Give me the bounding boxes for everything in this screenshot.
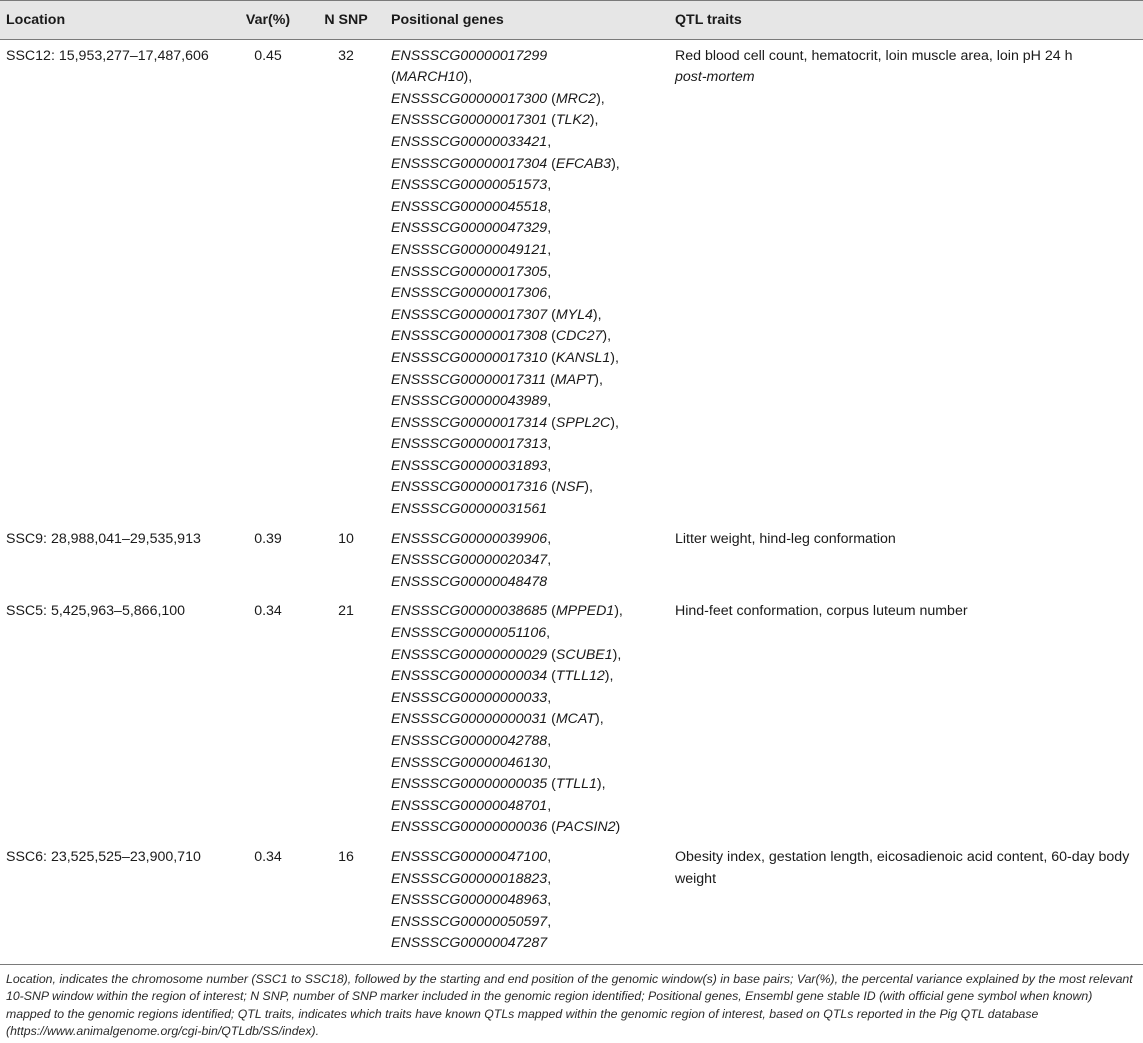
qtl-italic-text: post-mortem — [675, 69, 755, 86]
gene-symbol: KANSL1 — [555, 349, 611, 366]
gene-entry: ENSSSCG00000038685 (MPPED1), — [391, 603, 623, 620]
gene-symbol: MRC2 — [555, 90, 597, 107]
cell-qtl-traits — [669, 39, 1143, 523]
gene-id: ENSSSCG00000047287 — [391, 935, 548, 952]
cell-location: SSC6: 23,525,525–23,900,710 — [0, 841, 229, 964]
gene-symbol: EFCAB3 — [555, 155, 612, 172]
gene-entry — [391, 283, 669, 305]
gene-suffix: , — [547, 754, 552, 771]
cell-positional-genes — [385, 39, 669, 523]
gene-symbol: TTLL1 — [555, 776, 597, 793]
gene-entry — [391, 67, 669, 89]
gene-id: ENSSSCG00000020347 — [391, 552, 548, 569]
gene-id: ENSSSCG00000017304 — [391, 155, 548, 172]
cell-positional-genes — [385, 841, 669, 964]
gene-id: ENSSSCG00000000033 — [391, 689, 548, 706]
gene-id: ENSSSCG00000017305 — [391, 263, 548, 280]
table-footnote: Location, indicates the chromosome number (SSC1 to SSC18), followed by the starting and end position of the genomic window(s) in base pairs; Var(%), the percental variance explained by the most relevant 10-SNP window within the region of interest; N SNP, number of SNP marker included in the genomic region identified; Positional genes, Ensembl gene stable ID (with official gene symbol when known) mapped to the genomic regions identified; QTL traits, indicates which traits have known QTLs mapped within the genomic region of interest, based on QTLs reported in the Pig QTL database (https://www.animalgenome.org/cgi-bin/QTLdb/SS/index). — [6, 971, 1133, 1039]
gene-suffix: ), — [596, 90, 605, 107]
gene-id: ENSSSCG00000017313 — [391, 436, 548, 453]
gene-entry — [391, 240, 669, 262]
gene-entry — [391, 262, 669, 284]
cell-location: SSC9: 28,988,041–29,535,913 — [6, 530, 201, 547]
gene-id: ENSSSCG00000031561 — [391, 501, 548, 518]
cell-var: 0.34 — [254, 603, 282, 620]
gene-entry — [391, 623, 669, 645]
gene-entry: ENSSSCG00000000031 (MCAT), — [391, 711, 604, 728]
gene-suffix: , — [547, 552, 552, 569]
gene-symbol: MYL4 — [555, 306, 593, 323]
gene-suffix: , — [547, 892, 552, 909]
qtl-text: Hind-feet conformation, corpus luteum number — [675, 603, 968, 620]
gene-suffix: , — [547, 393, 552, 410]
cell-qtl-traits — [669, 523, 1143, 596]
gene-entry — [391, 731, 669, 753]
gene-prefix: ( — [391, 69, 396, 86]
table-row — [0, 841, 1143, 964]
gene-entry — [391, 529, 669, 551]
cell-location: SSC12: 15,953,277–17,487,606 — [6, 47, 209, 64]
gene-suffix: ), — [602, 328, 612, 345]
gene-suffix: , — [547, 457, 552, 474]
gene-symbol: NSF — [555, 479, 585, 496]
gene-suffix: ), — [592, 306, 602, 323]
gene-suffix: ), — [596, 776, 606, 793]
gene-id: ENSSSCG00000047100 — [391, 848, 548, 865]
qtl-text: Red blood cell count, hematocrit, loin muscle area, loin pH 24 h — [675, 47, 1073, 64]
gene-suffix: ), — [610, 414, 619, 431]
gene-symbol: SPPL2C — [555, 414, 611, 431]
gene-id: ENSSSCG00000000034 — [391, 668, 548, 685]
gene-entry: ENSSSCG00000017301 (TLK2), — [391, 112, 599, 129]
gene-suffix: , — [547, 241, 552, 258]
gene-suffix: ), — [594, 371, 603, 388]
cell-nsnp: 21 — [338, 603, 354, 620]
gene-symbol: MCAT — [555, 711, 595, 728]
gene-entry: ENSSSCG00000000034 (TTLL12), — [391, 668, 614, 685]
gene-id: ENSSSCG00000033421 — [391, 133, 548, 150]
cell-nsnp: 32 — [338, 47, 354, 64]
cell-nsnp: 16 — [307, 841, 385, 964]
gene-entry: ENSSSCG00000000035 (TTLL1), — [391, 776, 606, 793]
gene-suffix: , — [547, 436, 552, 453]
gene-suffix: ), — [614, 603, 623, 620]
gene-suffix: , — [547, 133, 552, 150]
gene-id: ENSSSCG00000051573 — [391, 177, 548, 194]
gene-id: ENSSSCG00000000036 — [391, 819, 548, 836]
cell-nsnp: 10 — [338, 530, 354, 547]
gene-id: ENSSSCG00000018823 — [391, 870, 548, 887]
gene-entry — [391, 688, 669, 710]
gene-symbol: PACSIN2 — [555, 819, 616, 836]
gene-id: ENSSSCG00000042788 — [391, 733, 548, 749]
gene-suffix: ), — [584, 479, 593, 496]
gene-id: ENSSSCG00000017310 — [391, 349, 548, 366]
gene-id: ENSSSCG00000048963 — [391, 892, 548, 909]
cell-qtl-traits — [669, 595, 1143, 841]
gene-entry — [391, 847, 669, 869]
gene-suffix: ) — [615, 819, 621, 836]
gene-suffix: , — [547, 689, 552, 706]
cell-positional-genes — [385, 595, 669, 841]
gene-entry: ENSSSCG00000000036 (PACSIN2) — [391, 819, 621, 836]
gene-entry — [391, 753, 669, 775]
gene-suffix: ), — [611, 155, 620, 172]
gene-entry: ENSSSCG00000017307 (MYL4), — [391, 306, 602, 323]
gene-entry — [391, 197, 669, 219]
cell-location: SSC5: 5,425,963–5,866,100 — [6, 603, 186, 620]
gene-id: ENSSSCG00000043989 — [391, 393, 548, 410]
gene-id: ENSSSCG00000017314 — [391, 414, 548, 431]
gene-id: ENSSSCG00000017307 — [391, 306, 548, 323]
gene-suffix: , — [547, 198, 552, 215]
gene-entry — [391, 890, 669, 912]
header-qtl-traits: QTL traits — [669, 1, 1143, 40]
gene-entry — [391, 456, 669, 478]
gene-id: ENSSSCG00000017300 — [391, 90, 548, 107]
gene-id: ENSSSCG00000031893 — [391, 457, 548, 474]
gene-symbol: MPPED1 — [555, 603, 615, 620]
gene-suffix: , — [547, 913, 552, 930]
header-positional-genes: Positional genes — [385, 1, 669, 40]
gene-symbol: MARCH10 — [395, 69, 464, 86]
gene-suffix: , — [547, 220, 552, 237]
gene-suffix: , — [547, 733, 552, 749]
gene-entry — [391, 391, 669, 413]
header-var: Var(%) — [229, 1, 307, 40]
gene-entry — [391, 912, 669, 934]
gene-suffix: , — [547, 177, 552, 194]
gene-entry — [391, 869, 669, 891]
gene-suffix: , — [547, 263, 552, 280]
gene-suffix: ), — [612, 646, 622, 663]
gene-entry — [391, 434, 669, 456]
gene-id: ENSSSCG00000017301 — [391, 112, 548, 129]
gene-suffix: , — [546, 625, 551, 642]
gene-suffix: ), — [463, 69, 473, 86]
qtl-text: Obesity index, gestation length, eicosadienoic acid content, 60-day body weight — [675, 848, 1130, 887]
gene-id: ENSSSCG00000046130 — [391, 754, 548, 771]
cell-var: 0.34 — [229, 841, 307, 964]
gene-symbol: MAPT — [554, 371, 595, 388]
gene-id: ENSSSCG00000017316 — [391, 479, 548, 496]
gene-entry: ENSSSCG00000017300 (MRC2), — [391, 90, 605, 107]
gene-entry — [391, 550, 669, 572]
gene-entry — [391, 572, 669, 594]
gene-id: ENSSSCG00000039906 — [391, 530, 548, 547]
gene-id: ENSSSCG00000017311 — [391, 371, 547, 388]
gene-id: ENSSSCG00000000029 — [391, 646, 548, 663]
table-row — [0, 39, 1143, 523]
gene-suffix: ), — [604, 668, 614, 685]
gene-entry: ENSSSCG00000017304 (EFCAB3), — [391, 155, 620, 172]
gene-id: ENSSSCG00000038685 — [391, 603, 548, 620]
gene-entry: ENSSSCG00000017316 (NSF), — [391, 479, 593, 496]
gene-id: ENSSSCG00000000031 — [391, 711, 548, 728]
gene-suffix: , — [547, 797, 552, 814]
gene-id: ENSSSCG00000048701 — [391, 797, 548, 814]
gene-symbol: TLK2 — [555, 112, 590, 129]
gene-entry — [391, 132, 669, 154]
gene-entry: ENSSSCG00000017314 (SPPL2C), — [391, 414, 619, 431]
gene-symbol: TTLL12 — [555, 668, 605, 685]
qtl-text: Litter weight, hind-leg conformation — [675, 530, 896, 547]
gene-entry — [391, 796, 669, 818]
gene-symbol: SCUBE1 — [555, 646, 613, 663]
gene-suffix: , — [547, 848, 552, 865]
gene-id: ENSSSCG00000017306 — [391, 285, 548, 302]
gene-entry: ENSSSCG00000017311 (MAPT), — [391, 371, 603, 388]
cell-var: 0.39 — [254, 530, 282, 547]
gene-id: ENSSSCG00000047329 — [391, 220, 548, 237]
gene-id: ENSSSCG00000045518 — [391, 198, 548, 215]
table-row — [0, 595, 1143, 841]
gene-id: ENSSSCG00000000035 — [391, 776, 548, 793]
gene-suffix: ), — [595, 711, 604, 728]
gene-suffix: , — [547, 285, 552, 302]
gene-entry — [391, 933, 669, 955]
gene-suffix: ), — [610, 349, 619, 366]
gene-suffix: , — [547, 870, 552, 887]
gene-id: ENSSSCG00000050597 — [391, 913, 548, 930]
gene-id: ENSSSCG00000049121 — [391, 241, 548, 258]
gene-entry: ENSSSCG00000017308 (CDC27), — [391, 328, 612, 345]
cell-var: 0.45 — [254, 47, 282, 64]
gene-id: ENSSSCG00000017299 — [391, 47, 548, 64]
gene-entry — [391, 218, 669, 240]
gene-suffix: ), — [589, 112, 599, 129]
gene-id: ENSSSCG00000017308 — [391, 328, 548, 345]
cell-positional-genes — [385, 523, 669, 596]
gene-entry: ENSSSCG00000017310 (KANSL1), — [391, 349, 619, 366]
gene-entry — [391, 46, 669, 68]
gene-entry — [391, 499, 669, 521]
gene-id: ENSSSCG00000048478 — [391, 573, 548, 590]
cell-qtl-traits — [669, 841, 1143, 964]
gene-suffix: , — [547, 530, 552, 547]
gene-symbol: CDC27 — [555, 328, 603, 345]
header-location: Location — [0, 1, 229, 40]
gene-id: ENSSSCG00000051106 — [391, 625, 547, 642]
gene-entry: ENSSSCG00000000029 (SCUBE1), — [391, 646, 622, 663]
table-row — [0, 523, 1143, 596]
gene-entry — [391, 175, 669, 197]
table-header-row — [0, 1, 1143, 40]
table-body — [0, 39, 1143, 964]
header-nsnp: N SNP — [307, 1, 385, 40]
